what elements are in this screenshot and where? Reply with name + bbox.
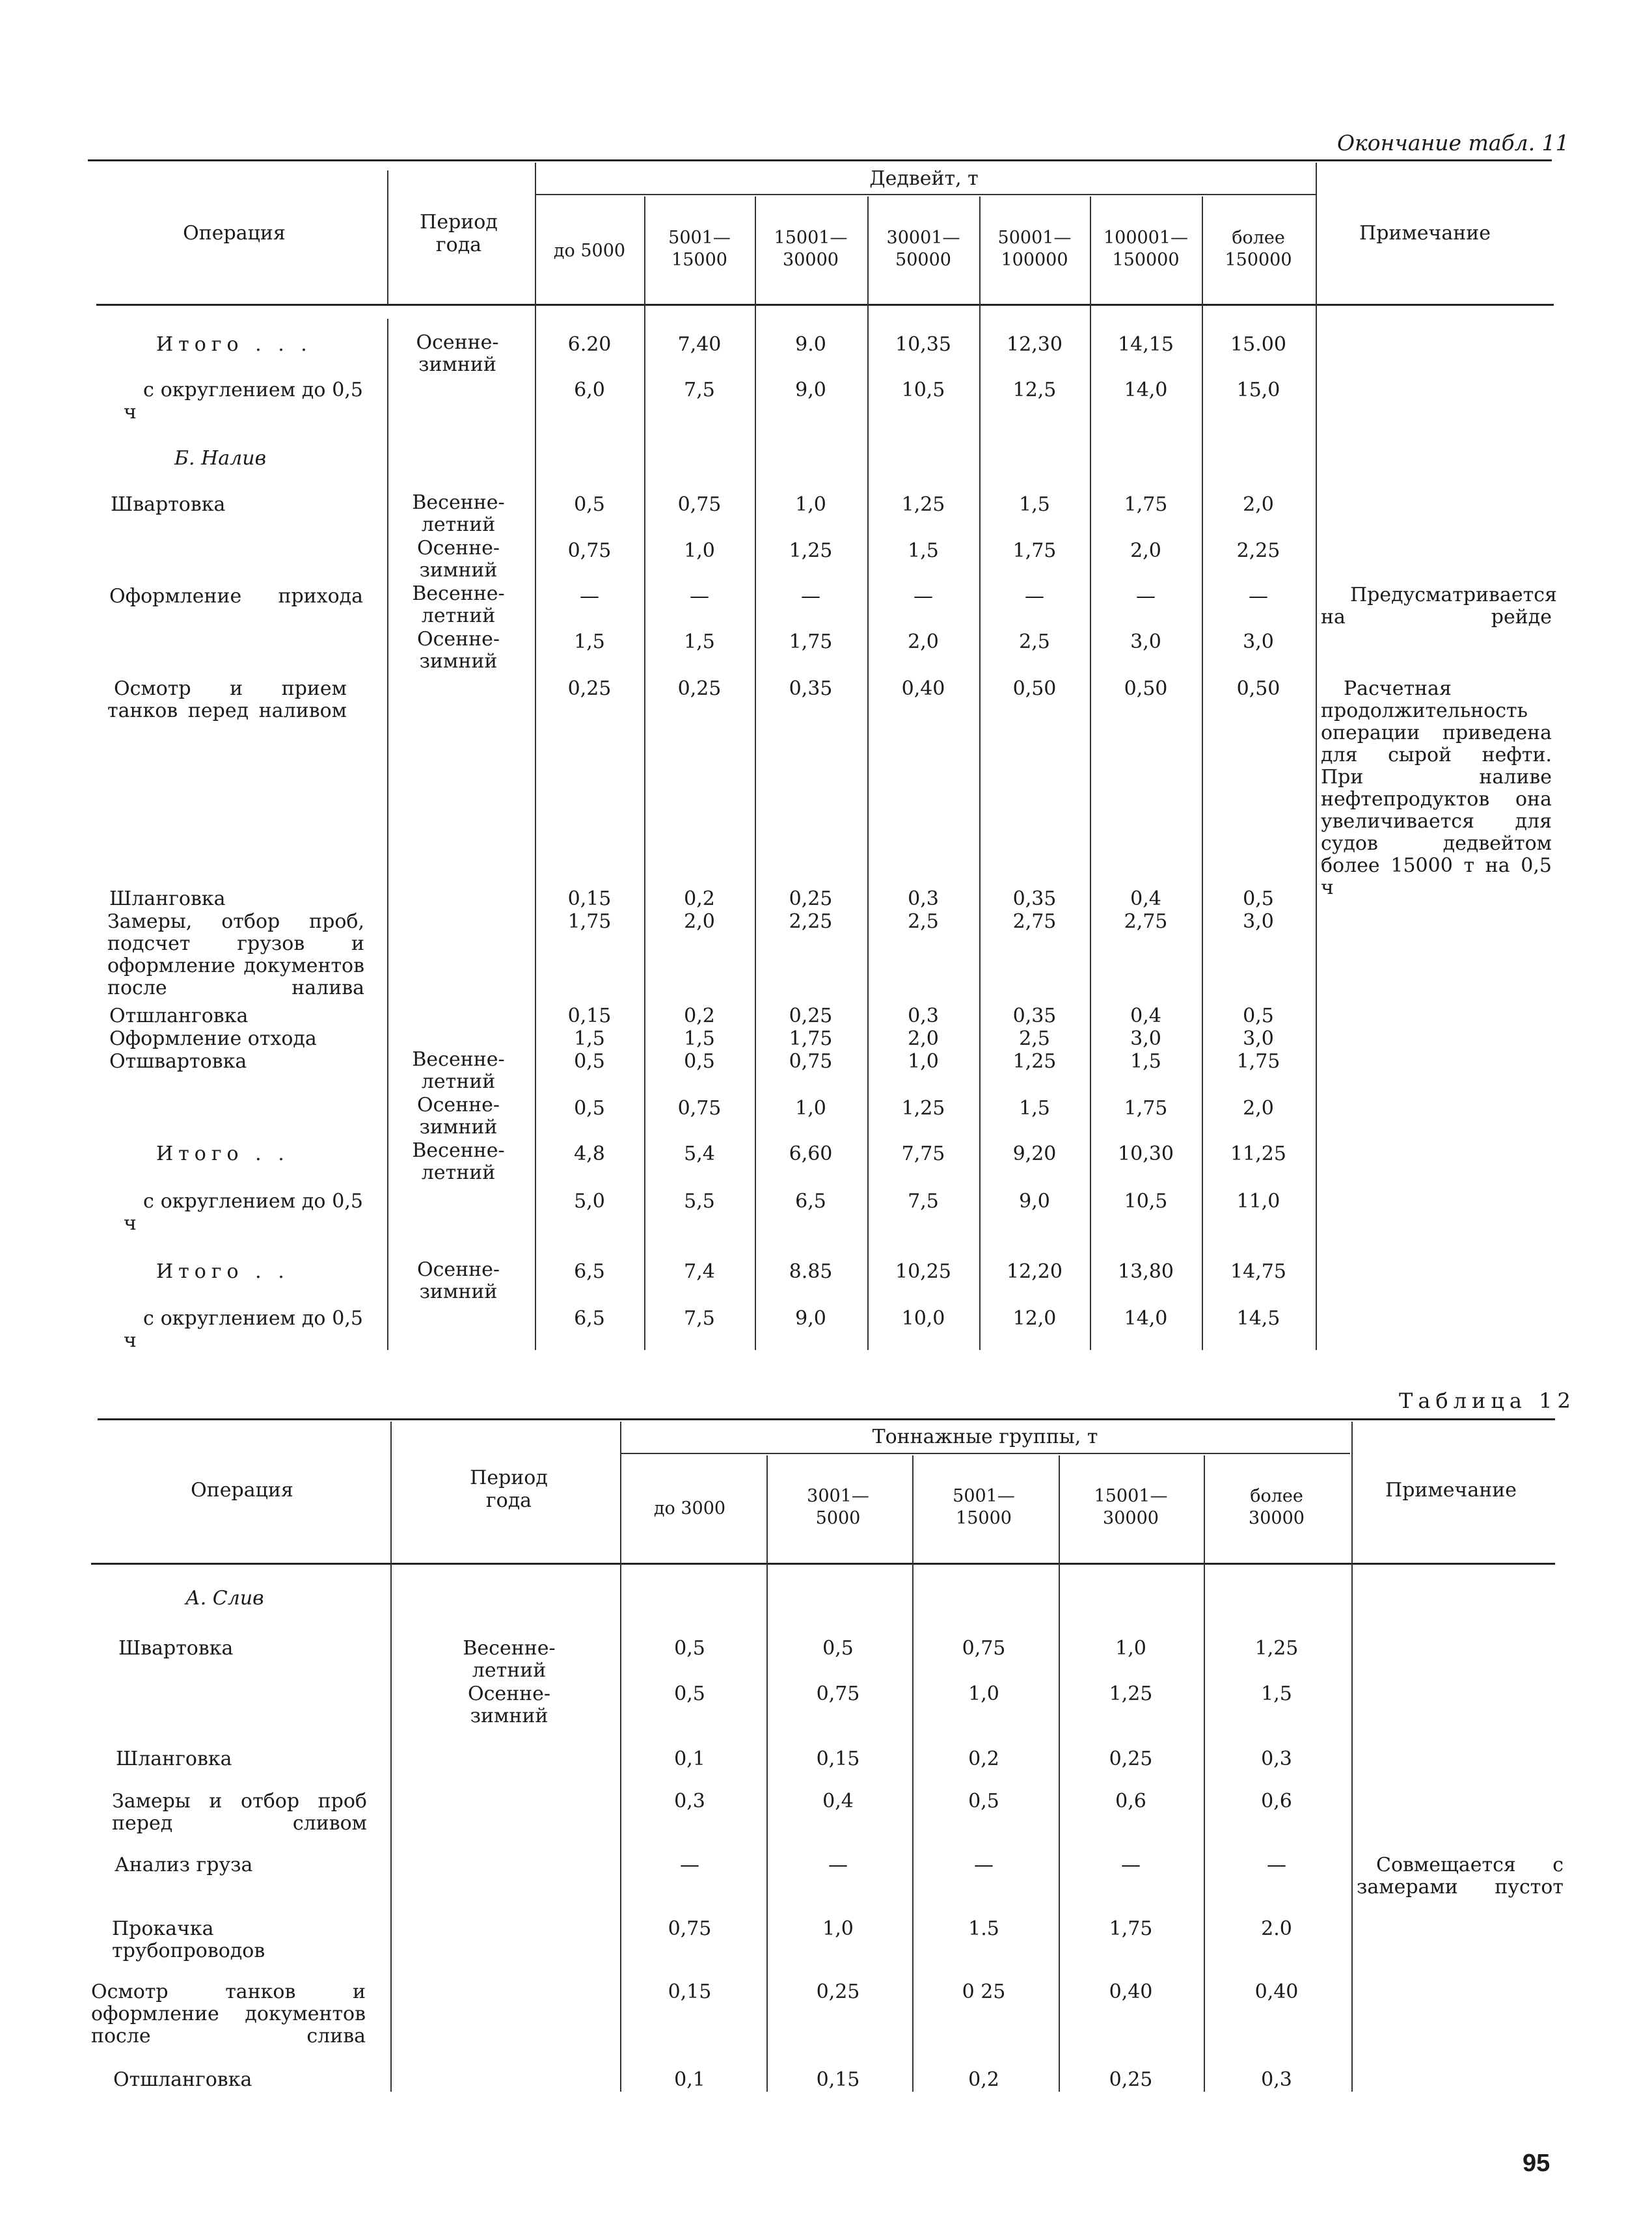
t11-cell: 6,60	[789, 1142, 833, 1165]
t11-period-4: Осенне-зимний	[416, 537, 500, 582]
t11-head-group: Дедвейт, т	[869, 167, 979, 190]
t11-op-itogo-1: Итого . . .	[156, 333, 312, 356]
t11-cell: 0,5	[684, 1050, 715, 1073]
t11-head-note: Примечание	[1359, 222, 1491, 245]
t11-op-itogo-3: Итого . .	[156, 1260, 290, 1283]
t11-cell: —	[1136, 585, 1156, 608]
t11-cell: 11,0	[1236, 1190, 1280, 1213]
t12-cell: 0,2	[968, 2068, 999, 2091]
t12-cell: 0,2	[968, 1748, 999, 1770]
t11-cell: —	[1249, 585, 1268, 608]
t12-cell: 0,75	[816, 1682, 860, 1705]
t11-cell: —	[914, 585, 933, 608]
t11-cell: 8.85	[789, 1260, 833, 1283]
t11-cell: 10,0	[901, 1307, 945, 1330]
t12-cell: 0,5	[968, 1790, 999, 1813]
t12-head-period-2: года	[485, 1489, 532, 1512]
table11-caption: Окончание табл. 11	[1337, 130, 1569, 155]
t11-cell: 1,5	[684, 630, 715, 653]
t12-cell: —	[1121, 1854, 1141, 1876]
t11-head-period-2: года	[435, 234, 482, 256]
t11-cell: 13,80	[1118, 1260, 1174, 1283]
t11-period-3: Весенне-летний	[412, 491, 505, 536]
t11-op-round-3: с округлением до 0,5 ч	[124, 1307, 363, 1352]
t12-cell: 0,40	[1254, 1980, 1299, 2003]
t11-cell: 5,5	[684, 1190, 715, 1213]
t11-col-1: до 5000	[553, 241, 626, 261]
t11-cell: 1,5	[574, 630, 605, 653]
t12-cell: 2.0	[1261, 1917, 1292, 1940]
t11-head-period-1: Период	[420, 211, 498, 234]
t12-head-group: Тоннажные группы, т	[872, 1425, 1098, 1448]
t11-cell: 9,0	[795, 379, 826, 401]
t11-cell: 0,35	[1012, 887, 1057, 910]
t11-cell: 3,0	[1243, 910, 1274, 933]
t12-cell: 0,6	[1115, 1790, 1146, 1813]
t11-cell: 5,0	[574, 1190, 605, 1213]
t11-op-round-2: с округлением до 0,5 ч	[124, 1190, 363, 1235]
t12-col-4b: 30000	[1103, 1508, 1159, 1528]
t12-op-osmotr: Осмотр танков и оформление документов после слива	[91, 1980, 366, 2047]
t11-cell: 1,25	[789, 539, 833, 562]
t11-section-naliv: Б. Налив	[174, 447, 267, 470]
t12-vline-col5	[1204, 1455, 1205, 2092]
t11-vline-col5	[979, 196, 981, 1350]
t11-cell: 0,5	[574, 493, 605, 516]
t12-cell: 0,4	[822, 1790, 854, 1813]
t12-vline-col2	[766, 1455, 768, 2092]
t11-period-0: Осенне-зимний	[416, 331, 499, 376]
t11-cell: 0,5	[574, 1097, 605, 1120]
t11-cell: 12,30	[1007, 333, 1063, 356]
t11-op-otshlangovka: Отшланговка	[109, 1005, 249, 1027]
t11-cell: 12,5	[1012, 379, 1057, 401]
t11-cell: 10,5	[1124, 1190, 1168, 1213]
page-number: 95	[1523, 2150, 1550, 2177]
t12-period-2: Осенне-зимний	[467, 1682, 551, 1727]
t11-cell: 2,75	[1124, 910, 1168, 933]
t11-cell: 0,5	[1243, 1005, 1274, 1027]
t11-cell: 14,15	[1118, 333, 1174, 356]
t11-cell: 0,25	[789, 887, 833, 910]
t11-cell: 0,25	[567, 677, 612, 700]
t12-cell: 0,1	[674, 2068, 705, 2091]
t11-cell: 1,75	[567, 910, 612, 933]
t11-cell: 0,75	[567, 539, 612, 562]
t12-cell: 1,25	[1254, 1637, 1299, 1660]
t11-cell: 0,50	[1124, 677, 1168, 700]
t11-cell: 1,25	[1012, 1050, 1057, 1073]
t11-cell: 3,0	[1243, 630, 1274, 653]
t11-vline-col2	[644, 196, 645, 1350]
t12-cell: —	[1267, 1854, 1286, 1876]
t11-cell: 0,3	[908, 1005, 939, 1027]
t12-cell: 1.5	[968, 1917, 999, 1940]
t12-op-analiz: Анализ груза	[115, 1854, 253, 1876]
t11-op-otshvartovka: Отшвартовка	[109, 1050, 247, 1073]
t11-cell: 2,5	[908, 910, 939, 933]
t12-op-shlangovka: Шланговка	[116, 1748, 232, 1770]
t11-cell: 7,40	[677, 333, 722, 356]
t11-cell: 2,0	[1130, 539, 1161, 562]
t12-cell: 0,3	[1261, 1748, 1292, 1770]
t12-cell: 0,75	[962, 1637, 1006, 1660]
t11-cell: 0,15	[567, 887, 612, 910]
t12-cell: 1,5	[1261, 1682, 1292, 1705]
t11-cell: 0,50	[1012, 677, 1057, 700]
t11-cell: 1,75	[1124, 493, 1168, 516]
t11-period-12: Весенне-летний	[412, 1048, 505, 1093]
t12-op-shvartovka: Швартовка	[118, 1637, 234, 1660]
t11-cell: 0,4	[1130, 887, 1161, 910]
t12-head-note: Примечание	[1385, 1479, 1517, 1502]
t12-cell: 0,15	[816, 1748, 860, 1770]
t11-vline-col1	[535, 163, 536, 1350]
t12-col-4a: 15001—	[1094, 1486, 1168, 1506]
t12-cell: —	[974, 1854, 994, 1876]
t11-cell: 10,25	[895, 1260, 951, 1283]
t11-col-4a: 30001—	[886, 228, 960, 248]
t11-col-4b: 50000	[895, 250, 951, 270]
t11-col-2b: 15000	[671, 250, 727, 270]
t11-cell: 1,75	[789, 1027, 833, 1050]
t11-cell: 11,25	[1230, 1142, 1286, 1165]
t11-cell: 2,25	[789, 910, 833, 933]
t12-cell: 0,15	[668, 1980, 712, 2003]
t12-vline-period	[390, 1422, 392, 2092]
t11-cell: 14,5	[1236, 1307, 1280, 1330]
t11-period-5: Весенне-летний	[412, 582, 505, 627]
t11-cell: 3,0	[1130, 1027, 1161, 1050]
t11-cell: 0,2	[684, 887, 715, 910]
t11-cell: 1,75	[1124, 1097, 1168, 1120]
t11-col-3b: 30000	[783, 250, 839, 270]
t12-cell: 0,6	[1261, 1790, 1292, 1813]
t11-cell: 14,0	[1124, 1307, 1168, 1330]
t12-head-period-1: Период	[470, 1466, 548, 1489]
t11-cell: 1,5	[574, 1027, 605, 1050]
t11-cell: 1,75	[1012, 539, 1057, 562]
t11-cell: 9,0	[1019, 1190, 1050, 1213]
table12-header-rule	[91, 1563, 1555, 1565]
t11-cell: 2,0	[1243, 493, 1274, 516]
t11-cell: 1,0	[795, 1097, 826, 1120]
t11-cell: 0,25	[677, 677, 722, 700]
t11-cell: 0,50	[1236, 677, 1280, 700]
t11-cell: 1,25	[901, 1097, 945, 1120]
t11-cell: 2,0	[684, 910, 715, 933]
t11-cell: 7,5	[908, 1190, 939, 1213]
t11-col-7a: более	[1232, 228, 1285, 248]
t11-cell: 2,0	[908, 630, 939, 653]
t11-op-round-1: с округлением до 0,5 ч	[124, 379, 363, 424]
t11-cell: 2,75	[1012, 910, 1057, 933]
t12-cell: 1,0	[822, 1917, 854, 1940]
t11-cell: —	[690, 585, 709, 608]
t11-cell: —	[580, 585, 599, 608]
t11-op-itogo-2: Итого . .	[156, 1142, 290, 1165]
t12-cell: 0,3	[674, 1790, 705, 1813]
t11-col-2a: 5001—	[668, 228, 731, 248]
t12-cell: —	[680, 1854, 699, 1876]
t12-cell: 0,1	[674, 1748, 705, 1770]
t11-cell: 1,25	[901, 493, 945, 516]
t11-cell: 4,8	[574, 1142, 605, 1165]
t11-note-7: Расчетная продолжительность операции приведена для сырой нефти. При наливе нефтепродуктов она увеличивается для судов дедвейтом более 15000 т на 0,5 ч	[1321, 677, 1552, 899]
t12-col-2a: 3001—	[807, 1486, 869, 1506]
t11-period-16: Осенне-зимний	[416, 1258, 500, 1303]
table12-group-rule	[621, 1453, 1350, 1454]
t11-cell: 1,5	[1019, 1097, 1050, 1120]
t11-cell: 7,4	[684, 1260, 715, 1283]
t12-col-3a: 5001—	[953, 1486, 1015, 1506]
t12-period-1: Весенне-летний	[463, 1637, 556, 1682]
t11-cell: 9,0	[795, 1307, 826, 1330]
t12-vline-col3	[912, 1455, 914, 2092]
t12-cell: 0,25	[1109, 1748, 1153, 1770]
t12-cell: 1,25	[1109, 1682, 1153, 1705]
t12-cell: 0,5	[674, 1637, 705, 1660]
t12-cell: 0,25	[816, 1980, 860, 2003]
t12-cell: 1,0	[968, 1682, 999, 1705]
t11-col-5a: 50001—	[997, 228, 1072, 248]
table11-top-rule	[88, 159, 1552, 161]
t12-col-3b: 15000	[956, 1508, 1012, 1528]
t11-period-6: Осенне-зимний	[416, 628, 500, 673]
t11-cell: 1,5	[1130, 1050, 1161, 1073]
t11-cell: —	[1025, 585, 1044, 608]
t11-cell: 1,5	[684, 1027, 715, 1050]
t11-period-13: Осенне-зимний	[416, 1094, 500, 1139]
t11-cell: —	[801, 585, 820, 608]
t11-op-shlangovka: Шланговка	[109, 887, 226, 910]
t12-cell: 0,5	[822, 1637, 854, 1660]
t11-cell: 2,0	[1243, 1097, 1274, 1120]
t11-op-zamery: Замеры, отбор проб, подсчет грузов и оформление документов после налива	[107, 910, 364, 999]
t11-head-operation: Операция	[183, 222, 286, 245]
t12-vline-col4	[1059, 1455, 1060, 2092]
t11-vline-note	[1316, 163, 1317, 1350]
t11-cell: 3,0	[1130, 630, 1161, 653]
t11-col-6b: 150000	[1112, 250, 1180, 270]
t11-cell: 0,5	[1243, 887, 1274, 910]
t12-op-zamery: Замеры и отбор проб перед сливом	[112, 1790, 367, 1835]
t11-op-shvartovka: Швартовка	[111, 493, 226, 516]
t12-note-5: Совмещается с замерами пустот	[1357, 1854, 1564, 1898]
t11-cell: 7,75	[901, 1142, 945, 1165]
t11-cell: 0,75	[677, 1097, 722, 1120]
t11-cell: 0,35	[1012, 1005, 1057, 1027]
t11-vline-period	[387, 170, 388, 304]
t11-vline-period-body	[387, 319, 388, 1350]
t12-cell: 1,75	[1109, 1917, 1153, 1940]
t11-cell: 10,5	[901, 379, 945, 401]
table12-caption: Таблица 12	[1399, 1388, 1576, 1413]
t11-cell: 10,35	[895, 333, 951, 356]
t12-cell: 0,40	[1109, 1980, 1153, 2003]
t11-cell: 6,0	[574, 379, 605, 401]
t12-col-2b: 5000	[815, 1508, 861, 1528]
t11-vline-col6	[1090, 196, 1091, 1350]
t11-col-6a: 100001—	[1103, 228, 1189, 248]
t11-cell: 9.0	[795, 333, 826, 356]
t11-cell: 0,15	[567, 1005, 612, 1027]
t12-col-5b: 30000	[1249, 1508, 1305, 1528]
t11-cell: 0,25	[789, 1005, 833, 1027]
t11-cell: 1,0	[684, 539, 715, 562]
table11-header-rule	[96, 304, 1554, 306]
t11-cell: 0,2	[684, 1005, 715, 1027]
t12-head-operation: Операция	[191, 1479, 293, 1502]
t11-cell: 14,75	[1230, 1260, 1286, 1283]
t12-vline-col1	[620, 1422, 621, 2092]
t11-cell: 5,4	[684, 1142, 715, 1165]
t11-cell: 3,0	[1243, 1027, 1274, 1050]
t11-cell: 1,0	[795, 493, 826, 516]
t11-cell: 0,75	[677, 493, 722, 516]
t12-cell: 0,25	[1109, 2068, 1153, 2091]
t11-cell: 6,5	[574, 1307, 605, 1330]
t11-cell: 6,5	[574, 1260, 605, 1283]
t11-cell: 0,40	[901, 677, 945, 700]
t12-cell: 1,0	[1115, 1637, 1146, 1660]
t11-cell: 15,0	[1236, 379, 1280, 401]
t11-cell: 15.00	[1230, 333, 1286, 356]
t11-cell: 6,5	[795, 1190, 826, 1213]
t12-col-1: до 3000	[653, 1498, 726, 1519]
t12-col-5a: более	[1250, 1486, 1303, 1506]
t11-col-3a: 15001—	[774, 228, 848, 248]
t11-op-oformlenie-prihoda: Оформление прихода	[109, 585, 363, 608]
t11-cell: 0,3	[908, 887, 939, 910]
t11-vline-col7	[1202, 196, 1203, 1350]
t11-cell: 2,5	[1019, 630, 1050, 653]
t12-cell: 0,15	[816, 2068, 860, 2091]
t11-cell: 1,5	[1019, 493, 1050, 516]
t11-cell: 6.20	[567, 333, 612, 356]
t12-op-otshlangovka: Отшланговка	[113, 2068, 252, 2091]
t11-col-5b: 100000	[1001, 250, 1068, 270]
t11-vline-col4	[867, 196, 869, 1350]
t11-note-5: Предусматривается на рейде	[1321, 584, 1557, 628]
t11-cell: 1,0	[908, 1050, 939, 1073]
t11-cell: 0,5	[574, 1050, 605, 1073]
t11-period-14: Весенне-летний	[412, 1139, 505, 1184]
t11-cell: 1,75	[1236, 1050, 1280, 1073]
table12-top-rule	[98, 1418, 1555, 1420]
t11-cell: 12,20	[1007, 1260, 1063, 1283]
t11-cell: 7,5	[684, 379, 715, 401]
t12-cell: 0,5	[674, 1682, 705, 1705]
t12-op-prokachka: Прокачка трубопроводов	[112, 1917, 265, 1962]
t11-cell: 1,75	[789, 630, 833, 653]
t11-cell: 9,20	[1012, 1142, 1057, 1165]
t12-cell: 0 25	[962, 1980, 1006, 2003]
t11-cell: 10,30	[1118, 1142, 1174, 1165]
t11-cell: 2,0	[908, 1027, 939, 1050]
t11-cell: 1,5	[908, 539, 939, 562]
t12-vline-note	[1351, 1422, 1353, 2092]
t11-cell: 14,0	[1124, 379, 1168, 401]
t11-vline-col3	[755, 196, 756, 1350]
t11-cell: 2,5	[1019, 1027, 1050, 1050]
t11-op-osmotr: Осмотр и прием танков перед наливом	[107, 677, 347, 722]
t11-cell: 7,5	[684, 1307, 715, 1330]
table11-group-rule	[535, 194, 1316, 195]
t12-cell: 0,75	[668, 1917, 712, 1940]
t11-col-7b: 150000	[1225, 250, 1292, 270]
t11-cell: 0,35	[789, 677, 833, 700]
t11-cell: 0,4	[1130, 1005, 1161, 1027]
t12-cell: —	[828, 1854, 848, 1876]
t12-section-sliv: А. Слив	[185, 1587, 264, 1610]
t11-op-oformlenie-othoda: Оформление отхода	[109, 1027, 317, 1050]
t11-cell: 0,75	[789, 1050, 833, 1073]
t12-cell: 0,3	[1261, 2068, 1292, 2091]
t11-cell: 2,25	[1236, 539, 1280, 562]
t11-cell: 12,0	[1012, 1307, 1057, 1330]
